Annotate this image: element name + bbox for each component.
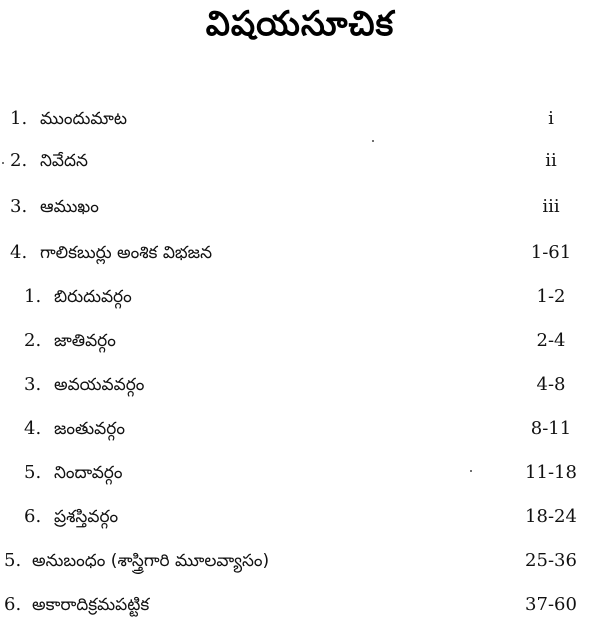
entry-label: ఆముఖం [40, 197, 99, 217]
entry-page: iii [542, 196, 560, 217]
entry-number: 1. [10, 108, 28, 129]
entry-label: జాతివర్గం [54, 331, 116, 351]
toc-entry [0, 370, 600, 400]
entry-label: ప్రశస్తివర్గం [54, 507, 119, 527]
toc-entry [0, 458, 600, 488]
stray-dot-mark [2, 162, 4, 164]
entry-page: 1-2 [536, 286, 566, 307]
entry-number: 6. [4, 594, 22, 615]
entry-page: 2-4 [536, 330, 566, 351]
entry-label: జంతువర్గం [54, 419, 125, 439]
entry-number: 3. [24, 374, 42, 395]
entry-label: నివేదన [40, 151, 88, 171]
entry-label: ముందుమాట [40, 109, 127, 129]
entry-label: అనుబంధం (శాస్త్రిగారి మూలవ్యాసం) [32, 551, 270, 571]
toc-entry [0, 546, 600, 576]
entry-number: 4. [24, 418, 42, 439]
entry-label: గాలికబుర్లు అంశిక విభజన [40, 243, 213, 263]
entry-number: 2. [10, 150, 28, 171]
toc-entry [0, 414, 600, 444]
entry-number: 1. [24, 286, 42, 307]
toc-entry [0, 502, 600, 532]
toc-entry [0, 192, 600, 222]
entry-page: 8-11 [530, 418, 572, 439]
stray-dot-mark [470, 470, 472, 472]
toc-entry [0, 326, 600, 356]
entry-number: 6. [24, 506, 42, 527]
entry-page: 4-8 [536, 374, 566, 395]
toc-entry [0, 238, 600, 268]
entry-number: 5. [4, 550, 22, 571]
entry-page: i [548, 108, 554, 129]
entry-number: 2. [24, 330, 42, 351]
entry-number: 3. [10, 196, 28, 217]
stray-dot-mark [372, 140, 374, 142]
page-title: విషయసూచిక [205, 4, 395, 44]
entry-label: అవయవవర్గం [54, 375, 145, 395]
entry-label: అకారాదిక్రమపట్టిక [32, 595, 150, 615]
entry-page: 11-18 [525, 462, 577, 483]
entry-page: 18-24 [525, 506, 577, 527]
toc-entry [0, 104, 600, 134]
toc-entry [0, 590, 600, 620]
entry-page: 1-61 [530, 242, 572, 263]
entry-page: ii [545, 150, 557, 171]
entry-number: 5. [24, 462, 42, 483]
toc-entry [0, 282, 600, 312]
entry-page: 25-36 [525, 550, 577, 571]
entry-label: బిరుదువర్గం [54, 287, 132, 307]
entry-page: 37-60 [525, 594, 577, 615]
entry-number: 4. [10, 242, 28, 263]
toc-entry [0, 146, 600, 176]
entry-label: నిందావర్గం [54, 463, 123, 483]
